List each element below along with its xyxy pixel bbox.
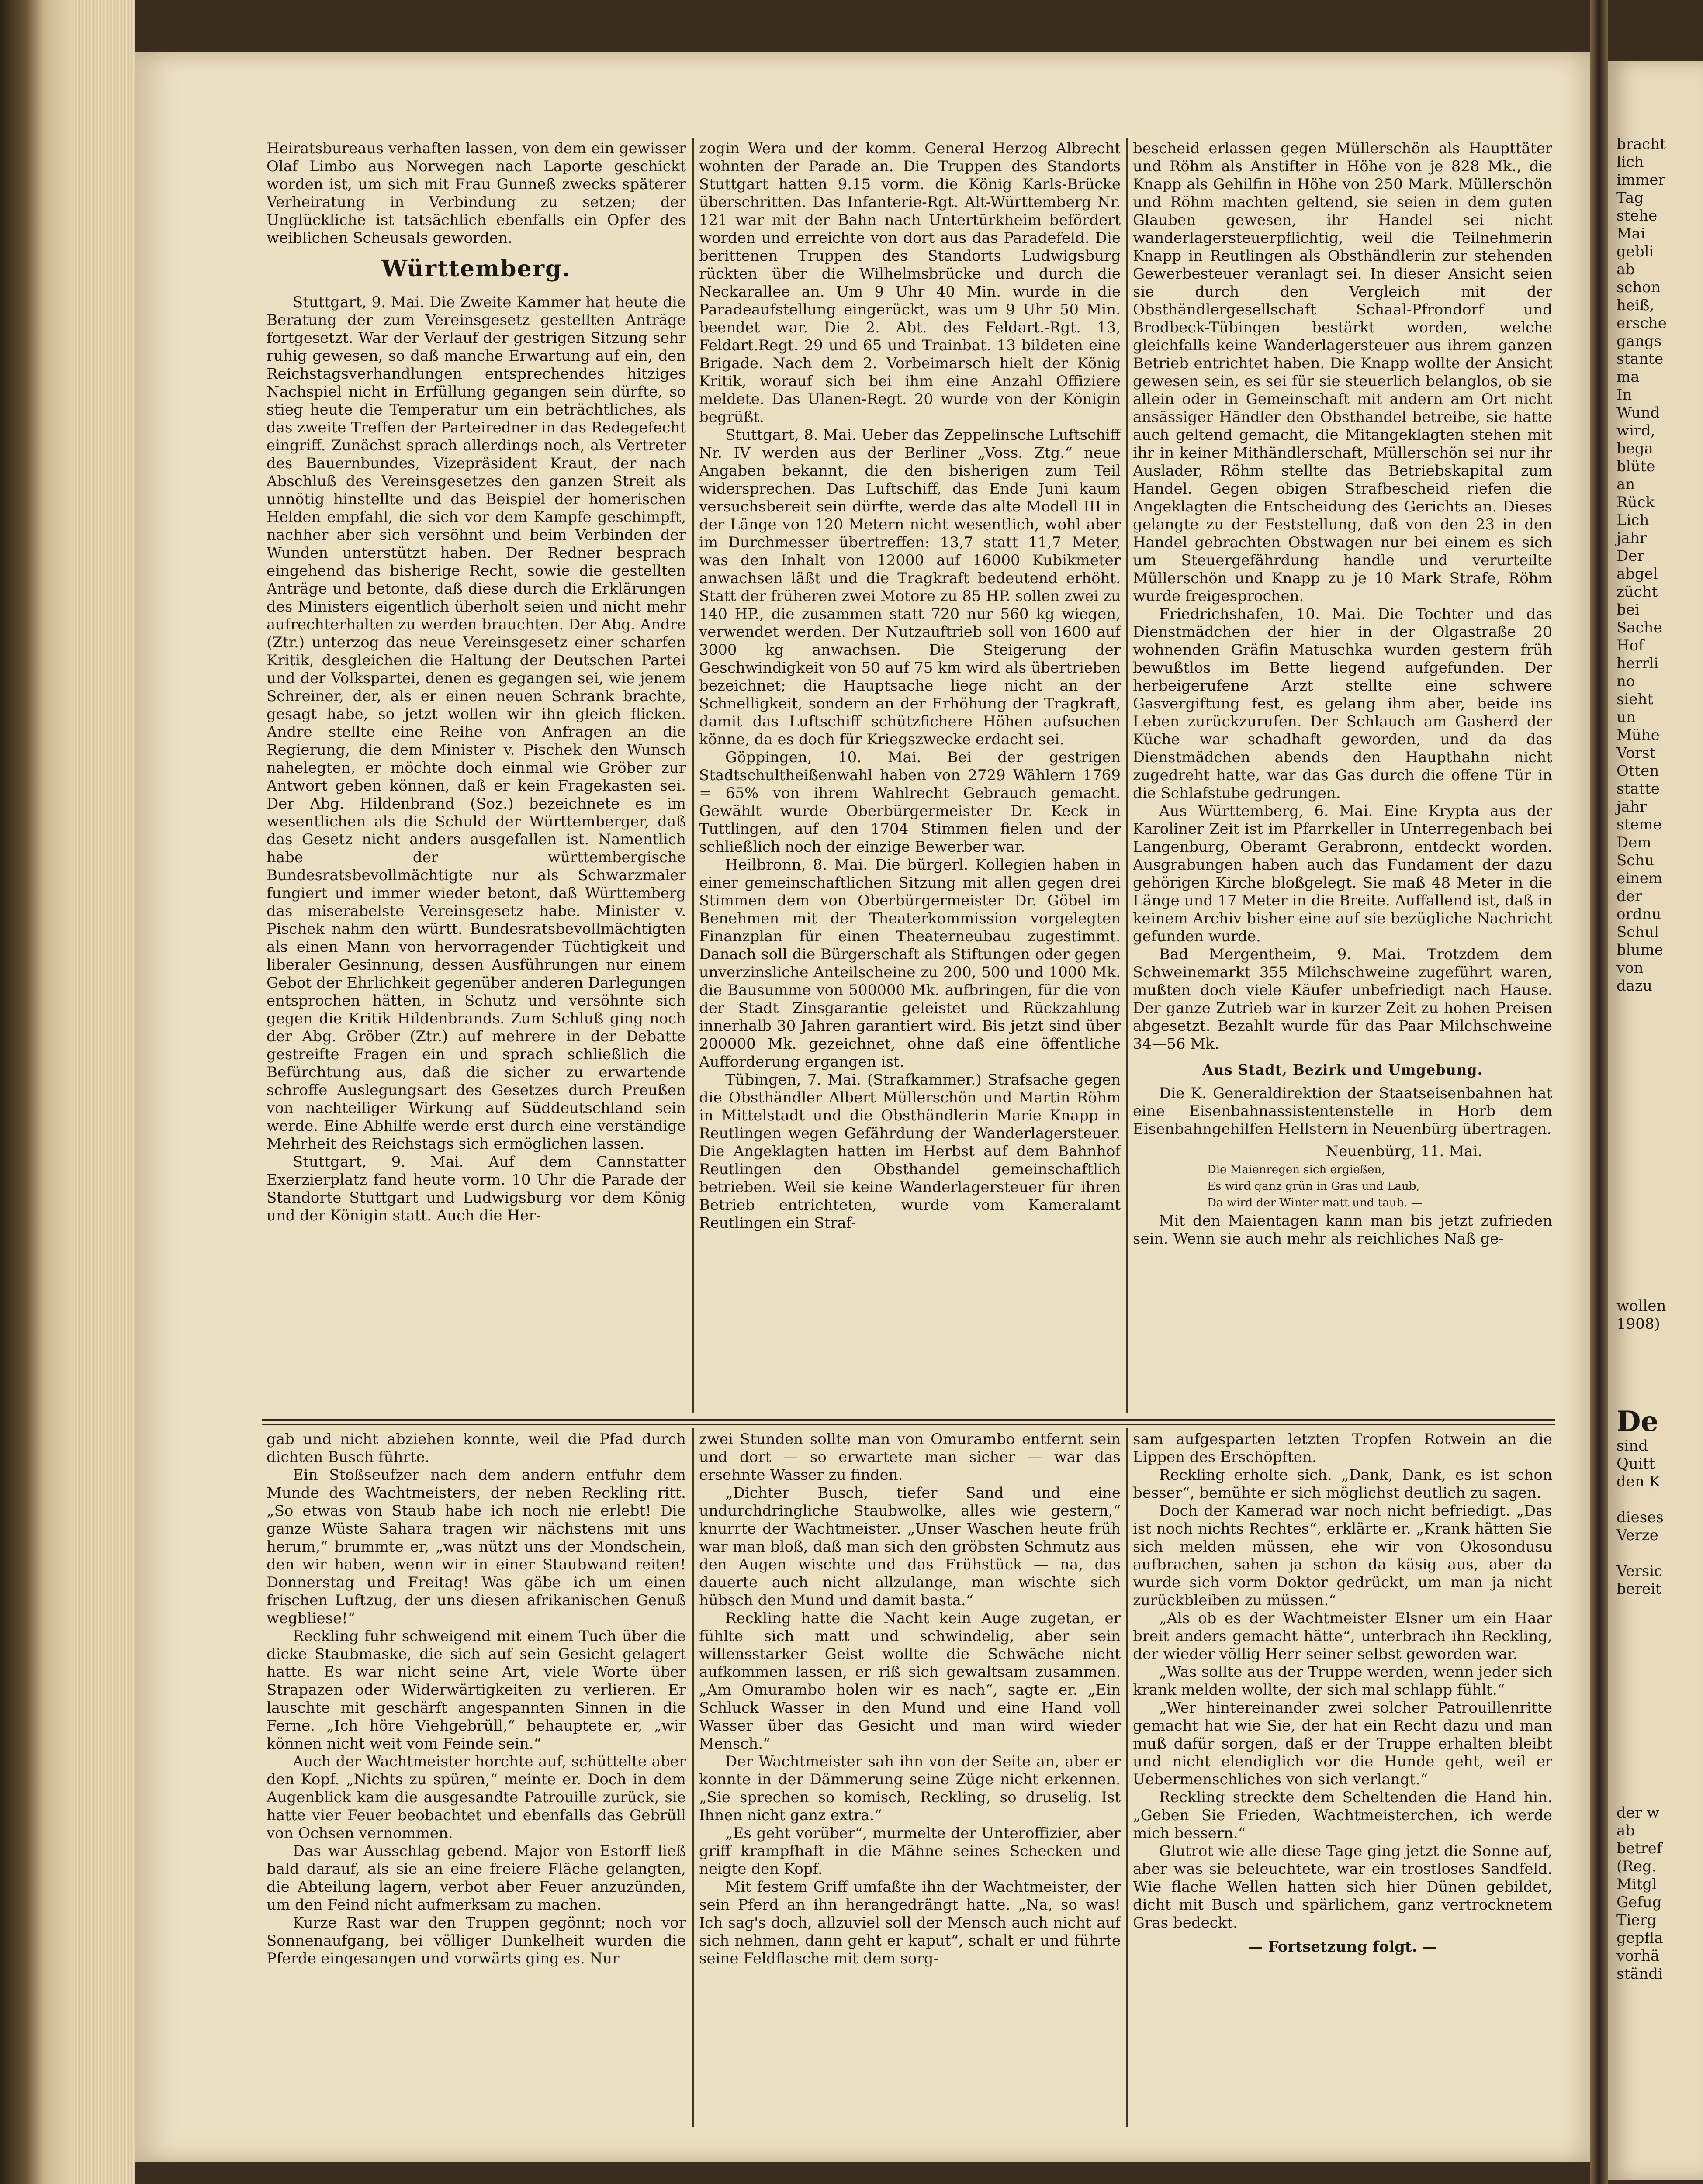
fragment-line: wollen [1616,1297,1666,1315]
feuilleton-separator-rule [262,1424,1555,1425]
fragment-line: schon [1616,279,1661,296]
fragment-line: stehe [1616,207,1658,225]
feuilleton-paragraph: Reckling fuhr schweigend mit einem Tuch über die dicke Staubmaske, die sich auf sein Gesicht gelagert hatte. Es war nicht seine Art, viele Worte über Strapazen oder Widerwärtigkeiten zu verlieren. Er lauschte mit geschärft angespannten Sinnen in die Ferne. „Ich höre Viehgebrüll,“ behauptete er, „wir können nicht weit vom Feinde sein.“ [267,1628,686,1752]
fragment-line: bereit [1616,1580,1661,1598]
adjacent-page-fragment [1608,61,1703,2180]
fragment-line: Otten [1616,762,1659,780]
poem-line: Die Maienregen sich ergießen, [1207,1163,1385,1176]
article-tuebingen: Tübingen, 7. Mai. (Strafkammer.) Strafsache gegen die Obsthändler Albert Müllerschön und Martin Röhm in Mittelstadt und die Obsthändlerin Marie Knapp in Reutlingen wegen Gefährdung der Wanderlagersteuer. Die Angeklagten hatten im Herbst auf dem Bahnhof Reutlingen den Obsthandel gemeinschaftlich betrieben. Weil sie keine Wanderlagersteuer für ihren Betrieb entrichteten, wurde vom Kameralamt Reutlingen ein Straf- [699,1071,1121,1232]
fragment-line: statte [1616,780,1660,798]
fragment-line: Verze [1616,1527,1658,1544]
fragment-line: Tierg [1616,1911,1657,1929]
feuilleton-paragraph: Mit festem Griff umfaßte ihn der Wachtmeister, der sein Pferd an ihn herangedrängt hatte. „Na, so was! Ich sag's doch, allzuviel soll der Mensch auch nicht auf sich nehmen, dann geht er kaput“, schalt er und führte seine Feldflasche mit dem sorg- [699,1878,1121,1967]
fragment-line: Sache [1616,619,1662,636]
fragment-line: dieses [1616,1509,1664,1526]
binding-gutter [1590,0,1608,2184]
article-goeppingen: Göppingen, 10. Mai. Bei der gestrigen Stadtschultheißenwahl haben von 2729 Wählern 1769 = 65% von ihrem Wahlrecht Gebrauch gemacht. Gewählt wurde Oberbürgermeister Dr. Keck in Tuttlingen, auf den 1704 Stimmen fielen und der schließlich noch der einzige Bewerber war. [699,749,1121,856]
fragment-line: Versic [1616,1562,1663,1580]
fragment-line: an [1616,476,1635,493]
fragment-line: gangs [1616,332,1662,350]
feuilleton-paragraph: Ein Stoßseufzer nach dem andern entfuhr dem Munde des Wachtmeisters, der neben Reckling ritt. „So etwas von Staub habe ich noch nie erlebt! Die ganze Wüste Sahara tragen wir nächstens mit uns herum,“ brummte er, „was nützt uns der Mondschein, den wir haben, wenn wir in einer Staubwand reiten! Donnerstag und Freitag! Was gäbe ich um einen frischen Luftzug, der uns diesen afrikanischen Genuß wegbliese!“ [267,1466,686,1627]
article-tuebingen-continued: bescheid erlassen gegen Müllerschön als Haupttäter und Röhm als Anstifter in Höhe von je 828 Mk., die Knapp als Gehilfin in Höhe von 250 Mark. Müllerschön und Röhm machten geltend, sie seien in dem guten Glauben gewesen, ihr Handel sei nicht wanderlagersteuerpflichtig, weil die Teilnehmerin Knapp in Reutlingen als Obsthändlerin zur stehenden Gewerbesteuer veranlagt sei. In dieser Ansicht seien sie durch den Vergleich mit der Obsthändlergesellschaft Schaal-Pfrondorf und Brodbeck-Tübingen bestärkt worden, welche gleichfalls keine Wanderlagersteuer aus ihrem ganzen Betrieb entrichtet haben. Die Knapp wollte der Ansicht gewesen sein, es sei für sie steuerlich belanglos, ob sie allein oder in Gemeinschaft mit andern am Ort nicht ansässiger Händler den Obsthandel betreibe, sie hatte auch geltend gemacht, die Mitangeklagten stehen mit ihr in keiner Mithändlerschaft, Müllerschön sei nur ihr Auslader, Röhm stellte das Betriebskapital zum Handel. Gegen obigen Strafbescheid riefen die Angeklagten die Entscheidung des Gerichts an. Dieses gelangte zu der Feststellung, daß von den 23 in den Handel gebrachten Obstwagen nur bei einem es sich um Steuergefährdung handle und verurteilte Müllerschön und Knapp zu je 10 Mark Strafe, Röhm wurde freigesprochen. [1133,140,1552,605]
article-parade-continued: zogin Wera und der komm. General Herzog Albrecht wohnten der Parade an. Die Truppen des Standorts Stuttgart hatten 9.15 vorm. die König Karls-Brücke überschritten. Das Infanterie-Rgt. Alt-Württemberg Nr. 121 war mit der Bahn nach Untertürkheim befördert worden und erreichte von dort aus das Paradefeld. Die berittenen Truppen des Standorts Ludwigsburg rückten über die Wilhelmsbrücke und durch die Neckarallee an. Um 9 Uhr 40 Min. wurde in die Paradeaufstellung eingerückt, was um 9 Uhr 50 Min. beendet war. Die 2. Abt. des Feldart.-Rgt. 13, Feldart.Regt. 29 und 65 und Trainbat. 13 bildeten eine Brigade. Nach dem 2. Vorbeimarsch hielt der König Kritik, worauf sich bei ihm eine Anzahl Offiziere meldete. Das Ulanen-Regt. 20 wurde von der Königin begrüßt. [699,140,1121,426]
feuilleton-paragraph: sam aufgesparten letzten Tropfen Rotwein an die Lippen des Erschöpften. [1133,1431,1552,1466]
fragment-line: jahr [1616,798,1647,816]
feuilleton-paragraph: „Was sollte aus der Truppe werden, wenn jeder sich krank melden wollte, der sich mal schlapp fühlt.“ [1133,1663,1552,1699]
fragment-line: lich [1616,153,1644,171]
fragment-line: Rück [1616,494,1655,511]
poem-line: Es wird ganz grün in Gras und Laub, [1207,1180,1420,1193]
feuilleton-paragraph: Reckling hatte die Nacht kein Auge zugetan, er fühlte sich matt und schwindelig, aber sein willensstarker Geist wollte die Schwäche nicht aufkommen lassen, er riß sich gewaltsam zusammen. „Am Omurambo holen wir es nach“, sagte er. „Ein Schluck Wasser in den Mund und eine Hand voll Wasser über das Gesicht und man wird wieder Mensch.“ [699,1610,1121,1752]
fragment-line: vorhä [1616,1947,1660,1965]
feuilleton-paragraph: Auch der Wachtmeister horchte auf, schüttelte aber den Kopf. „Nichts zu spüren,“ meinte er. Doch in dem Augenblick kam die ausgesandte Patrouille zurück, sie hatte vier Feuer beobachtet und ebenfalls das Gebrüll von Ochsen vernommen. [267,1753,686,1842]
fragment-line: ersche [1616,314,1667,332]
feuilleton-separator-rule [262,1419,1555,1421]
fragment-line: blüte [1616,458,1655,475]
fragment-line [1616,1545,1703,1562]
column-rule [1126,1428,1128,2127]
fragment-line: bega [1616,440,1653,457]
newspaper-page [135,52,1590,2162]
fragment-line: gepfla [1616,1929,1663,1947]
fragment-line: steme [1616,816,1662,833]
fragment-line: Vorst [1616,744,1656,762]
fragment-line: einem [1616,870,1663,887]
fragment-line: jahr [1616,529,1647,547]
fragment-line: Tag [1616,189,1644,207]
adjacent-column-mid [1616,1297,1703,1333]
fragment-line: Mai [1616,225,1645,242]
article-aus-wuerttemberg: Aus Württemberg, 6. Mai. Eine Krypta aus der Karoliner Zeit ist im Pfarrkeller in Unterregenbach bei Langenburg, Oberamt Gerabronn, entdeckt worden. Ausgrabungen haben auch das Fundament der dazu gehörigen Kirche bloßgelegt. Sie maß 48 Meter in die Länge und 17 Meter in die Breite. Auffallend ist, daß in keinem Archiv bisher eine auf sie bezügliche Nachricht gefunden wurde. [1133,802,1552,945]
fragment-line: Wund [1616,404,1660,422]
feuilleton-paragraph: Der Wachtmeister sah ihn von der Seite an, aber er konnte in der Dämmerung seine Züge nicht erkennen. „Sie sprechen so komisch, Reckling, so druselig. Ist Ihnen nicht ganz extra.“ [699,1753,1121,1824]
fragment-line: ma [1616,368,1640,386]
fragment-line: der [1616,888,1642,905]
fragment-line: bracht [1616,135,1666,153]
fragment-line: zücht [1616,583,1658,601]
feuilleton-column-3 [1133,1431,1552,2129]
fragment-line: ordnu [1616,905,1661,923]
section-heading-wuerttemberg: Württemberg. [381,256,571,282]
article-bad-mergentheim: Bad Mergentheim, 9. Mai. Trotzdem dem Schweinemarkt 355 Milchschweine zugeführt waren, mußten doch viele Käufer unbefriedigt nach Hause. Der ganze Zutrieb war in kurzer Zeit zu hohen Preisen abgesetzt. Bezahlt wurde für das Paar Milchschweine 34—56 Mk. [1133,946,1552,1053]
article-maientage: Mit den Maientagen kann man bis jetzt zufrieden sein. Wenn sie auch mehr als reichliches Naß ge- [1133,1212,1552,1248]
feuilleton-paragraph: Reckling streckte dem Scheltenden die Hand hin. „Geben Sie Frieden, Wachtmeisterchen, ich werde mich bessern.“ [1133,1789,1552,1842]
fragment-line: sieht [1616,691,1654,708]
book-spine-edge [0,0,74,2184]
section-heading-local: Aus Stadt, Bezirk und Umgebung. [1202,1061,1483,1078]
article-eisenbahn: Die K. Generaldirektion der Staatseisenbahnen hat eine Eisenbahnassistentenstelle in Horb dem Eisenbahngehilfen Hellstern in Neuenbürg übertragen. [1133,1085,1552,1138]
article-zeppelin: Stuttgart, 8. Mai. Ueber das Zeppelinsche Luftschiff Nr. IV werden aus der Berliner „Voss. Ztg.“ neue Angaben bekannt, die den bisherigen zum Teil widersprechen. Das Luftschiff, das Ende Juni kaum versuchsbereit sein dürfte, werde das alte Modell III in der Länge von 120 Metern nicht wesentlich, wohl aber im Durchmesser übertreffen: 13,7 statt 11,7 Meter, was den Inhalt von 12000 auf 16000 Kubikmeter anwachsen läßt und die Tragkraft bedeutend erhöht. Statt der früheren zwei Motore zu 85 HP. sollen zwei zu 140 HP., die zusammen statt 720 nur 560 kg wiegen, verwendet werden. Der Nutzauftrieb soll von 1600 auf 3000 kg anwachsen. Die Steigerung der Geschwindigkeit von 50 auf 75 km wird als übertrieben bezeichnet; die Hauptsache liege nicht an der Schnelligkeit, sondern an der Erhöhung der Tragkraft, damit das Luftschiff schützfichere Höhen aufsuchen könne, da es doch für Kriegszwecke erdacht sei. [699,426,1121,748]
column-rule [692,1428,694,2127]
article-continuation: Heiratsbureaus verhaften lassen, von dem ein gewisser Olaf Limbo aus Norwegen nach Laporte geschickt worden ist, um sich mit Frau Gunneß zwecks späterer Verheiratung in Verbindung zu setzen; der Unglückliche ist tatsächlich ebenfalls ein Opfer des weiblichen Scheusals geworden. [267,140,686,247]
feuilleton-paragraph: „Es geht vorüber“, murmelte der Unteroffizier, aber griff krampfhaft in die Mähne seines Schecken und neigte den Kopf. [699,1825,1121,1878]
fragment-line: blume [1616,941,1663,959]
fragment-line: gebli [1616,243,1654,260]
fragment-line: Quitt [1616,1455,1655,1472]
article-friedrichshafen: Friedrichshafen, 10. Mai. Die Tochter und das Dienstmädchen der hier in der Olgastraße 20 wohnenden Gräfin Matuschka wurden gestern früh bewußtlos im Bette liegend aufgefunden. Der herbeigerufene Arzt stellte eine schwere Gasvergiftung fest, es gelang ihm aber, beide ins Leben zurückzurufen. Der Schlauch am Gasherd der Küche war schadhaft geworden, und da das Dienstmädchen abends den Haupthahn nicht zugedreht hatte, war das Gas durch die offene Tür in die Schlafstube gedrungen. [1133,605,1552,802]
fragment-line: ab [1616,1822,1635,1839]
feuilleton-paragraph: Reckling erholte sich. „Dank, Dank, es ist schon besser“, bemühte er sich möglichst deutlich zu sagen. [1133,1466,1552,1502]
fragment-line: abgel [1616,565,1658,583]
article-heilbronn: Heilbronn, 8. Mai. Die bürgerl. Kollegien haben in einer gemeinschaftlichen Sitzung mit allen gegen drei Stimmen dem von Oberbürgermeister Dr. Göbel im Benehmen mit der Theaterkommission vorgelegten Finanzplan für einen Theaterneubau zugestimmt. Danach soll die Bürgerschaft als Stiftungen oder gegen unverzinsliche Anteilscheine zu 200, 500 und 1000 Mk. die Bausumme von 500000 Mk. aufbringen, für die von der Stadt Zinsgarantie geleistet und Rückzahlung innerhalb 30 Jahren garantiert wird. Bis jetzt sind über 200000 Mk. gezeichnet, ohne daß eine öffentliche Aufforderung ergangen ist. [699,856,1121,1071]
feuilleton-paragraph: Doch der Kamerad war noch nicht befriedigt. „Das ist noch nichts Rechtes“, erklärte er. „Krank hätten Sie sich melden müssen, ehe wir von Okosondusu aufbrachen, sahen ja schon da käsig aus, aber da wurde sich vorm Doktor gedrückt, um man ja nicht zurückbleiben zu müssen.“ [1133,1502,1552,1609]
fragment-line: 1908) [1616,1315,1660,1333]
feuilleton-column-1 [267,1431,686,2129]
fragment-line: Mitgl [1616,1876,1657,1893]
fragment-line: Lich [1616,511,1649,529]
fragment-line: Schu [1616,852,1655,869]
poem-line: Da wird der Winter matt und taub. — [1207,1196,1423,1209]
fragment-line: von [1616,959,1644,977]
fragment-line: sind [1616,1437,1648,1455]
fragment-line: Gefug [1616,1894,1662,1911]
fragment-heading: De [1616,1405,1659,1438]
fragment-line: Der [1616,547,1644,565]
feuilleton-paragraph: Glutrot wie alle diese Tage ging jetzt die Sonne auf, aber was sie beleuchtete, war ein trostloses Sandfeld. Wie flache Wellen hatten sich hier Dünen gebildet, dicht mit Busch und spärlichem, ganz vertrocknetem Gras bedeckt. [1133,1842,1552,1932]
upper-column-3 [1133,140,1552,1415]
fragment-line: no [1616,673,1635,690]
article-stuttgart-parade: Stuttgart, 9. Mai. Auf dem Cannstatter Exerzierplatz fand heute vorm. 10 Uhr die Parade der Standorte Stuttgart und Ludwigsburg vor dem König und der Königin statt. Auch die Her- [267,1153,686,1224]
feuilleton-paragraph: „Als ob es der Wachtmeister Elsner um ein Haar breit anders gemacht hätte“, unterbrach ihn Reckling, der wieder völlig Herr seiner selbst geworden war. [1133,1610,1552,1663]
fragment-line: immer [1616,171,1665,189]
feuilleton-paragraph: „Dichter Busch, tiefer Sand und eine undurchdringliche Staubwolke, alles wie gestern,“ knurrte der Wachtmeister. „Unser Waschen heute früh war man bloß, daß man sich den gröbsten Schmutz aus den Augen wischte und das Frühstück — na, das dauerte auch nicht allzulange, man wischte sich hübsch den Mund und damit basta.“ [699,1484,1121,1609]
continued-notice: — Fortsetzung folgt. — [1248,1938,1437,1956]
fragment-line [1616,1491,1703,1509]
fragment-line: Schul [1616,923,1659,941]
fragment-line: stante [1616,350,1664,368]
column-rule [692,138,694,1413]
page-stack-edge [74,0,135,2184]
column-rule [1126,138,1128,1413]
adjacent-column-bottom [1616,1804,1703,1983]
feuilleton-paragraph: gab und nicht abziehen konnte, weil die Pfad durch dichten Busch führte. [267,1431,686,1466]
fragment-line: Hof [1616,637,1644,654]
upper-column-2 [699,140,1121,1415]
fragment-line: Dem [1616,834,1651,851]
feuilleton-column-2 [699,1431,1121,2129]
fragment-line: wird, [1616,422,1655,439]
dateline-neuenbuerg: Neuenbürg, 11. Mai. [1326,1143,1482,1160]
fragment-line: ab [1616,261,1635,278]
fragment-line: dazu [1616,977,1652,995]
adjacent-column-lower [1616,1406,1703,1598]
fragment-line: bei [1616,601,1640,619]
fragment-line: un [1616,708,1636,726]
fragment-line: der w [1616,1804,1660,1821]
upper-column-1 [267,140,686,1415]
feuilleton-paragraph: Kurze Rast war den Truppen gegönnt; noch vor Sonnenaufgang, bei völliger Dunkelheit wurden die Pferde eingesangen und vorwärts ging es. Nur [267,1914,686,1967]
feuilleton-paragraph: „Wer hintereinander zwei solcher Patrouillenritte gemacht hat wie Sie, der hat ein Recht dazu und man muß dafür sorgen, daß er der Truppe erhalten bleibt und nicht elendiglich vor die Hunde geht, weil er Uebermenschliches von sich verlangt.“ [1133,1699,1552,1788]
article-stuttgart-kammer: Stuttgart, 9. Mai. Die Zweite Kammer hat heute die Beratung der zum Vereinsgesetz gestellten Anträge fortgesetzt. War der Verlauf der gestrigen Sitzung sehr ruhig gewesen, so daß manche Erwartung auf ein, den Reichstagsverhandlungen entsprechendes hitziges Nachspiel nicht in Erfüllung gegangen sein dürfte, so stieg heute die Temperatur um ein beträchtliches, als das zweite Treffen der Parteiredner in das Redegefecht eingriff. Zunächst sprach allerdings noch, als Vertreter des Bauernbundes, Vizepräsident Kraut, der nach Abschluß des Vereinsgesetzes den ganzen Streit als unnötig hinstellte und das Beispiel der homerischen Helden empfahl, die sich vor dem Kampfe geschimpft, nachher aber sich versöhnt und beim Verbinden der Wunden unterstützt haben. Der Redner besprach eingehend das bisherige Recht, sowie die gestellten Anträge und betonte, daß diese durch die Erklärungen des Ministers eigentlich überholt seien und nicht mehr aufrechterhalten zu werden brauchten. Der Abg. Andre (Ztr.) unterzog das neue Vereinsgesetz einer scharfen Kritik, desgleichen die Haltung der Deutschen Partei und der Volkspartei, denen es gegangen sei, wie jenem Schreiner, der, als er einen neuen Schrank brachte, gesagt habe, so jetzt wollen wir ihn gleich flicken. Andre stellte eine Reihe von Anfragen an die Regierung, die dem Minister v. Pischek den Wunsch nahelegten, er möchte doch einmal wie Gröber zur Antwort geben können, daß er kein Fragekasten sei. Der Abg. Hildenbrand (Soz.) bezeichnete es im wesentlichen als die Schuld der Württemberger, daß das Gesetz nicht anders ausgefallen ist. Namentlich habe der württembergische Bundesratsbevollmächtigte nur als Schwarzmaler fungiert und immer wieder betont, daß Württemberg das miserabelste Vereinsgesetz habe. Minister v. Pischek nahm den württ. Bundesratsbevollmächtigten als einen Mann von hervorragender Tüchtigkeit und liberaler Gesinnung, dessen Ausführungen nur einem Gebot der Ehrlichkeit gegenüber anderen Darlegungen entsprochen hätten, in Schutz und versöhnte sich gegen die Kritik Hildenbrands. Zum Schluß ging noch der Abg. Gröber (Ztr.) auf mehrere in der Debatte gestreifte Fragen ein und sprach schließlich die Befürchtung aus, daß die sicher zu erwartende schroffe Auslegungsart des Gesetzes durch Preußen von nachteiliger Wirkung auf Süddeutschland sein werde. Eine Abhilfe werde erst durch eine verständige Mehrheit des Reichstags sich ermöglichen lassen. [267,294,686,1153]
feuilleton-paragraph: zwei Stunden sollte man von Omurambo entfernt sein und dort — so erwartete man sicher — war das ersehnte Wasser zu finden. [699,1431,1121,1484]
fragment-line: heiß, [1616,297,1655,314]
adjacent-column-top [1616,135,1703,995]
fragment-line: Mühe [1616,726,1660,744]
feuilleton-paragraph: Das war Ausschlag gebend. Major von Estorff ließ bald darauf, als sie an eine freiere Fläche gelangten, die Abteilung lagern, verbot aber Feuer anzuzünden, um den Feind nicht aufmerksam zu machen. [267,1842,686,1914]
fragment-line: ständi [1616,1965,1663,1983]
fragment-line: betref [1616,1840,1662,1857]
fragment-line: (Reg. [1616,1858,1657,1875]
fragment-line: den K [1616,1473,1660,1490]
fragment-line: In [1616,386,1632,404]
fragment-line: herrli [1616,655,1659,672]
